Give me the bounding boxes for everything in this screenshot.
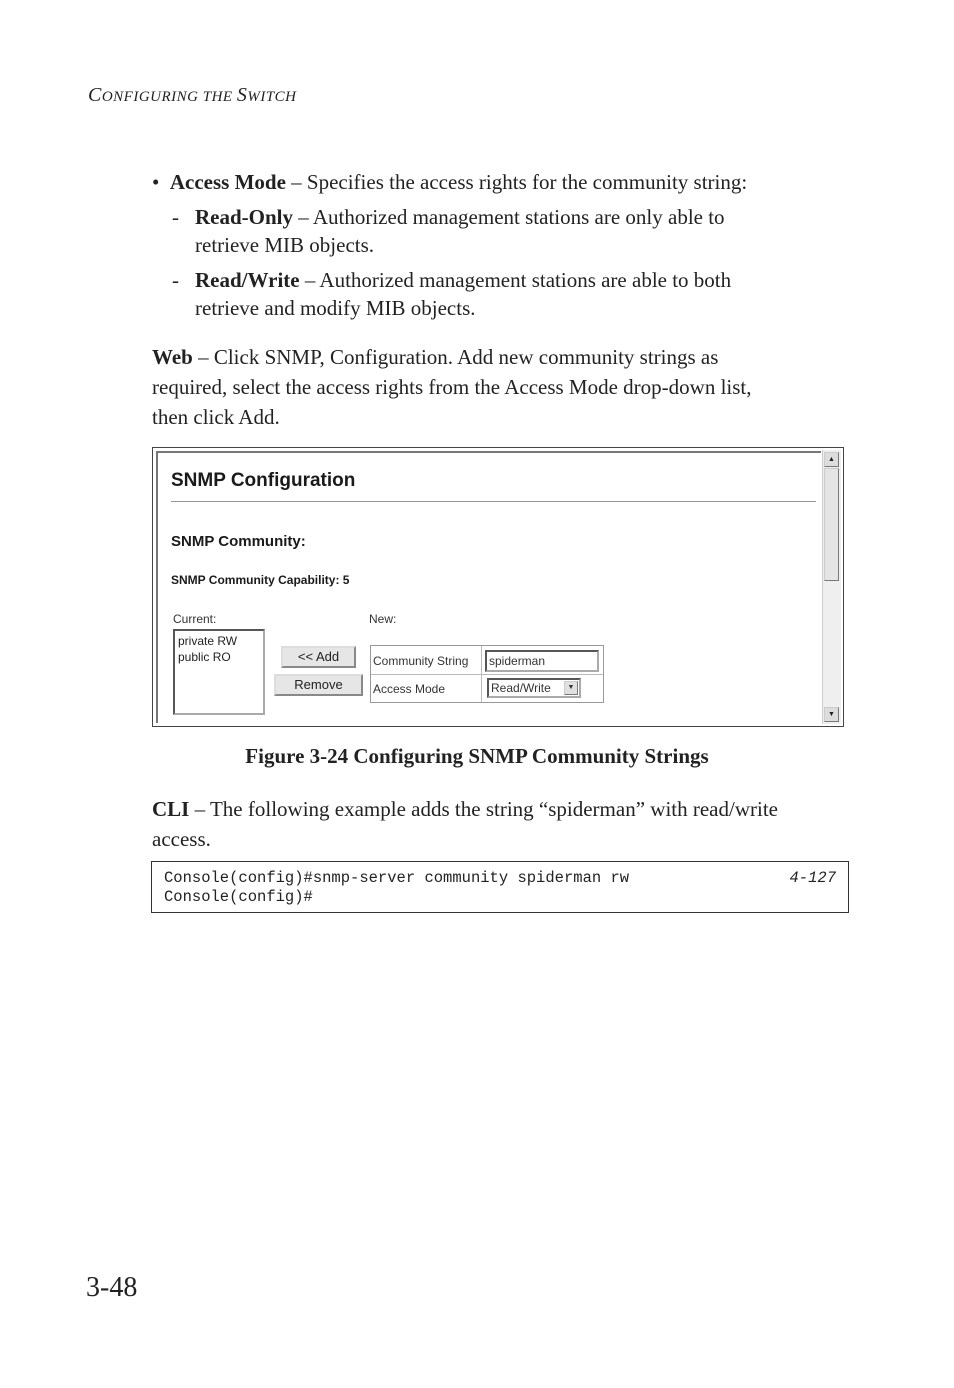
chevron-down-icon[interactable]: ▼ [564, 681, 578, 695]
command-reference: 4-127 [789, 869, 836, 887]
code-line: Console(config)#snmp-server community spiderman rw [164, 869, 630, 887]
cli-paragraph: CLI – The following example adds the string “spiderman” with read/write access. [152, 797, 778, 851]
web-paragraph: Web – Click SNMP, Configuration. Add new community strings as required, select the access rights from the Access Mode drop-down list, then click Add. [152, 345, 752, 429]
section-heading: SNMP Community: [171, 533, 306, 550]
current-label: Current: [173, 612, 217, 626]
page-title: SNMP Configuration [171, 470, 356, 491]
sub-item-read-write: - Read/Write – Authorized management stations are able to both retrieve and modify MIB objects. [172, 268, 732, 320]
snmp-configuration-screenshot [152, 447, 844, 727]
list-item[interactable]: public RO [178, 650, 231, 664]
community-string-label: Community String [373, 654, 469, 668]
scroll-down-icon[interactable]: ▼ [824, 707, 839, 722]
add-button[interactable]: << Add [281, 646, 356, 668]
title-divider [171, 501, 816, 502]
scroll-thumb[interactable] [824, 468, 839, 581]
remove-button[interactable]: Remove [274, 674, 363, 696]
figure-caption: Figure 3-24 Configuring SNMP Community Strings [245, 744, 709, 768]
current-community-list[interactable] [173, 629, 265, 715]
access-mode-label: Access Mode [373, 682, 446, 696]
sub-item-read-only: - Read-Only – Authorized management stations are only able to retrieve MIB objects. [172, 205, 725, 257]
code-line: Console(config)# [164, 888, 313, 906]
page-number: 3-48 [86, 1272, 138, 1303]
table-divider [371, 674, 603, 675]
community-string-input[interactable]: spiderman [485, 650, 599, 672]
new-community-table [370, 645, 604, 703]
list-item[interactable]: private RW [178, 634, 238, 648]
capability-text: SNMP Community Capability: 5 [171, 573, 350, 587]
code-example [151, 861, 849, 913]
bullet-access-mode: • Access Mode – Specifies the access rights for the community string: [152, 170, 748, 194]
new-label: New: [369, 612, 397, 626]
access-mode-select[interactable]: Read/Write ▼ [487, 678, 581, 698]
running-header: CONFIGURING THE SWITCH [88, 84, 297, 106]
scroll-up-icon[interactable]: ▲ [824, 452, 839, 467]
vertical-scrollbar[interactable] [822, 450, 841, 724]
